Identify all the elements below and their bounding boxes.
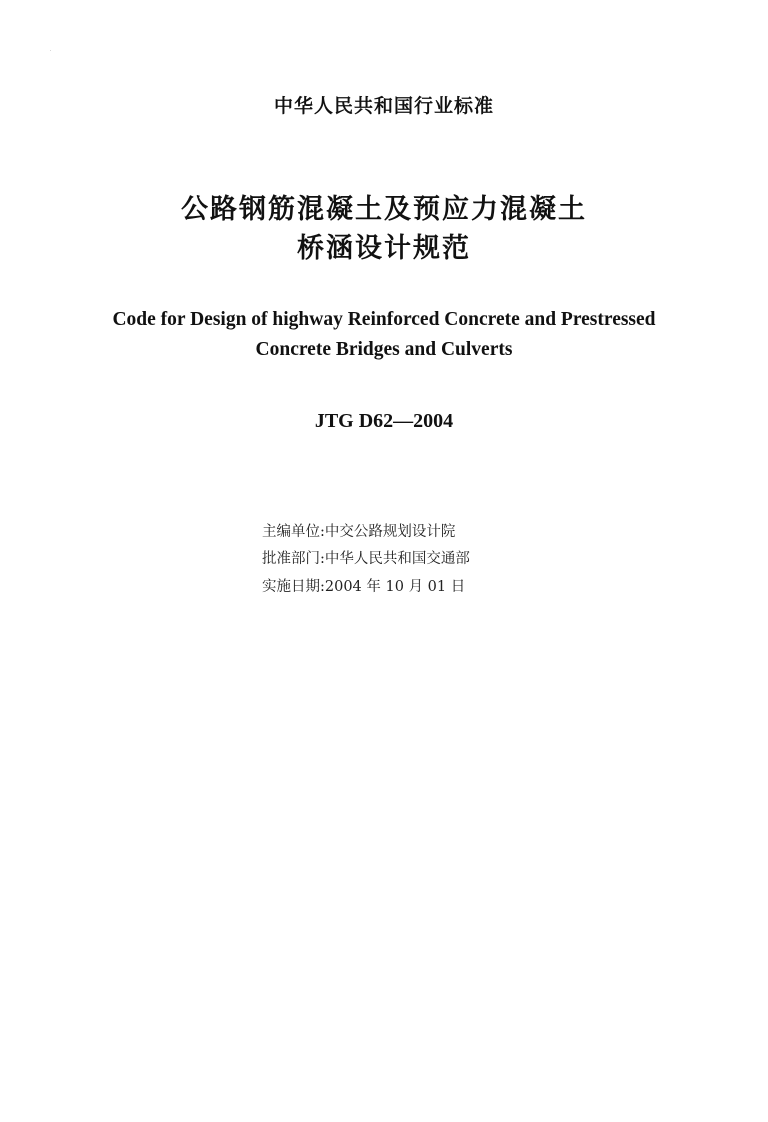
approving-department: 批准部门:中华人民共和国交通部 xyxy=(262,551,470,567)
english-title-line-1: Code for Design of highway Reinforced Concrete and Prestressed xyxy=(112,309,656,330)
chinese-title-line-2: 桥涵设计规范 xyxy=(297,233,471,264)
chief-editor-unit: 主编单位:中交公路规划设计院 xyxy=(262,524,456,540)
effective-date: 实施日期:2004 年 10 月 01 日 xyxy=(262,579,466,595)
english-title-line-2: Concrete Bridges and Culverts xyxy=(255,339,513,360)
standard-code: JTG D62—2004 xyxy=(314,410,454,432)
chinese-title-line-1: 公路钢筋混凝土及预应力混凝土 xyxy=(181,194,587,225)
scan-speck xyxy=(50,50,51,51)
industry-standard-label: 中华人民共和国行业标准 xyxy=(273,95,494,117)
